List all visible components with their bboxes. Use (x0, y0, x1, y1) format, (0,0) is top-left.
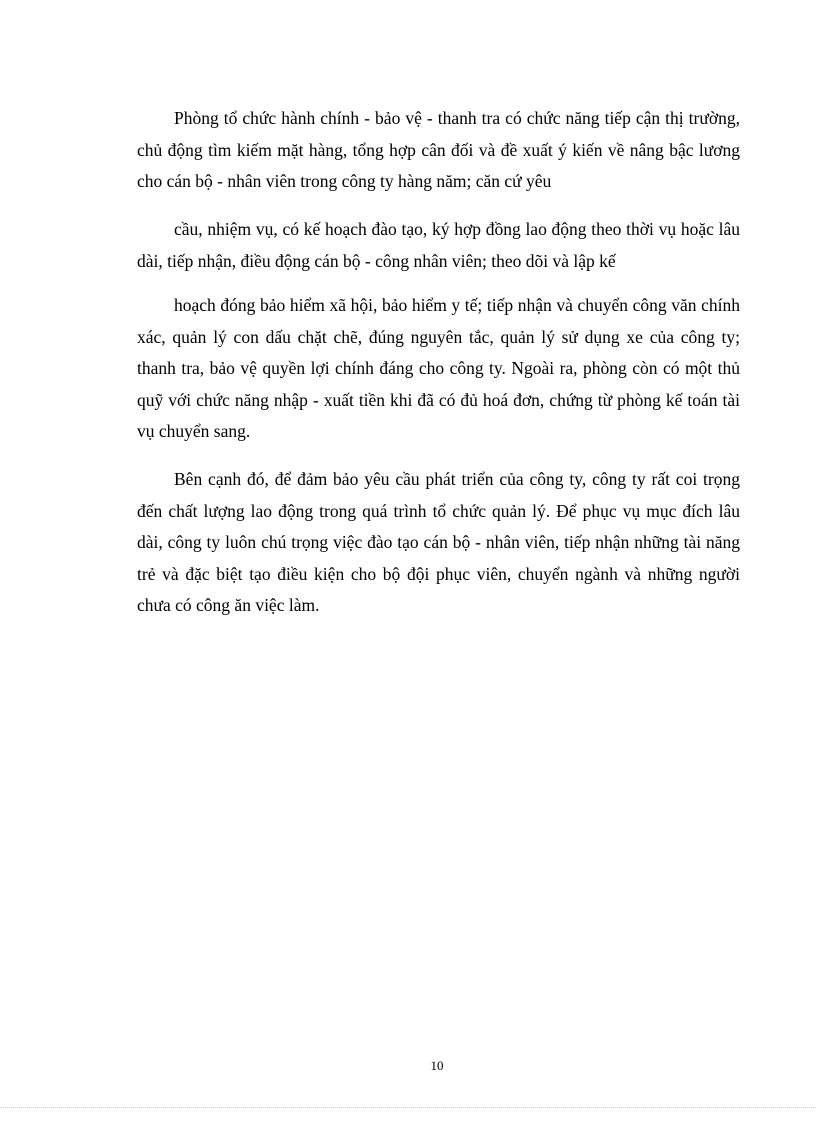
paragraph-continuation-duties: cầu, nhiệm vụ, có kế hoạch đào tạo, ký hợp đồng lao động theo thời vụ hoặc lâu dài, tiếp nhận, điều động cán bộ - công nhân viên; theo dõi và lập kế (137, 219, 740, 271)
paragraph-labor-quality: Bên cạnh đó, để đảm bảo yêu cầu phát triển của công ty, công ty rất coi trọng đến chất lượng lao động trong quá trình tổ chức quản lý. Để phục vụ mục đích lâu dài, công ty luôn chú trọng việc đào tạo cán bộ - nhân viên, tiếp nhận những tài năng trẻ và đặc biệt tạo điều kiện cho bộ đội phục viên, chuyển ngành và những người chưa có công ăn việc làm. (137, 469, 740, 615)
paragraph-continuation-insurance: hoạch đóng bảo hiểm xã hội, bảo hiểm y tế; tiếp nhận và chuyển công văn chính xác, quản lý con dấu chặt chẽ, đúng nguyên tắc, quản lý sử dụng xe của công ty; thanh tra, bảo vệ quyền lợi chính đáng cho công ty. Ngoài ra, phòng còn có một thủ quỹ với chức năng nhập - xuất tiền khi đã có đủ hoá đơn, chứng từ phòng kế toán tài vụ chuyển sang. (137, 295, 740, 441)
paragraph-organization-department: Phòng tổ chức hành chính - bảo vệ - thanh tra có chức năng tiếp cận thị trường, chủ động tìm kiếm mặt hàng, tổng hợp cân đối và đề xuất ý kiến về nâng bậc lương cho cán bộ - nhân viên trong công ty hàng năm; căn cứ yêu (137, 108, 740, 191)
page-bottom-divider (0, 1107, 816, 1108)
page-number: 10 (430, 1058, 444, 1073)
